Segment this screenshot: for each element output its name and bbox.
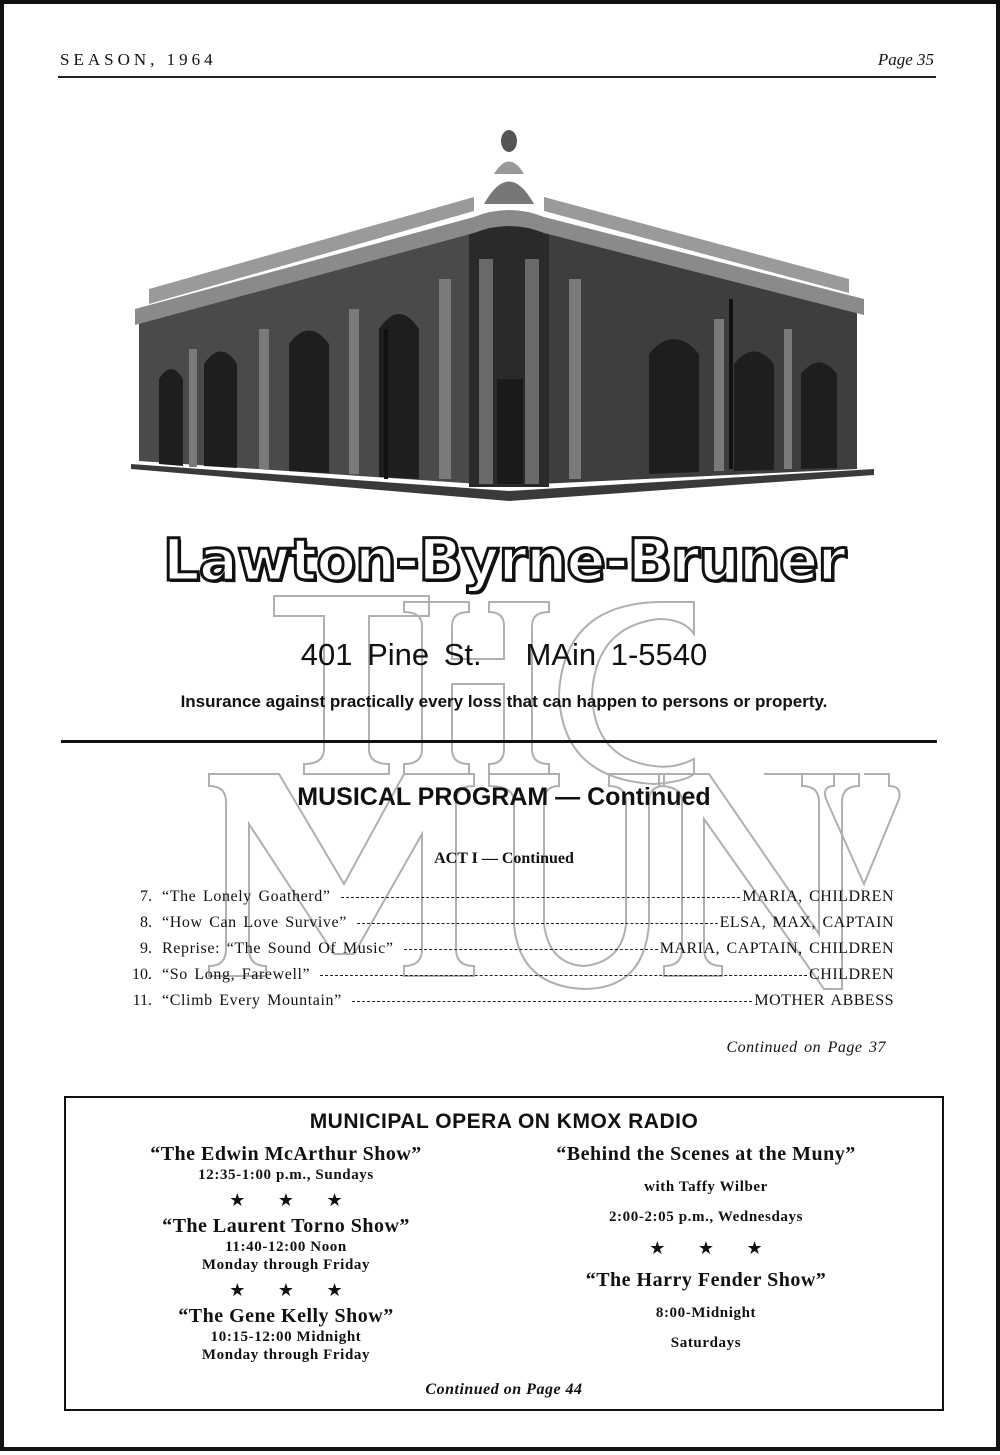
song-row	[116, 940, 894, 966]
song-cast: CHILDREN	[809, 966, 894, 983]
show-time: 2:00-2:05 p.m., Wednesdays	[608, 1209, 804, 1225]
song-cast: MARIA, CAPTAIN, CHILDREN	[659, 940, 894, 957]
song-title: Reprise: “The Sound Of Music”	[162, 940, 394, 957]
song-number: 8.	[140, 914, 152, 931]
show-name: “The Edwin McArthur Show”	[150, 1143, 422, 1165]
watermark-letter-t	[274, 596, 429, 774]
show-days: Monday through Friday	[201, 1257, 371, 1273]
song-row	[116, 888, 894, 914]
company-tagline: Insurance against practically every loss that can happen to persons or property.	[180, 692, 828, 711]
show-host: with Taffy Wilber	[644, 1179, 768, 1195]
page-number: Page 35	[877, 50, 934, 69]
song-title: “The Lonely Goatherd”	[162, 888, 331, 905]
song-number: 10.	[132, 966, 152, 983]
song-number: 9.	[140, 940, 152, 957]
song-title: “How Can Love Survive”	[162, 914, 347, 931]
song-row	[116, 914, 894, 940]
radio-left-column	[101, 1143, 471, 1364]
show-days: Saturdays	[670, 1335, 742, 1351]
star-separator: ★ ★ ★	[229, 1280, 357, 1300]
song-cast: ELSA, MAX, CAPTAIN	[719, 914, 894, 931]
song-title: “Climb Every Mountain”	[162, 992, 342, 1009]
radio-title: MUNICIPAL OPERA ON KMOX RADIO	[309, 1110, 699, 1133]
song-number: 7.	[140, 888, 152, 905]
dot-leader	[341, 897, 741, 898]
company-address: 401 Pine St. MAin 1-5540	[300, 637, 708, 672]
song-number: 11.	[132, 992, 152, 1009]
song-list	[116, 888, 894, 1018]
star-separator: ★ ★ ★	[649, 1238, 777, 1258]
show-time: 8:00-Midnight	[655, 1305, 757, 1321]
show-name: “The Laurent Torno Show”	[162, 1215, 410, 1237]
show-name: “Behind the Scenes at the Muny”	[556, 1143, 856, 1165]
program-title: MUSICAL PROGRAM — Continued	[297, 783, 711, 811]
header-rule	[58, 76, 936, 78]
show-name: “The Harry Fender Show”	[585, 1269, 827, 1291]
dot-leader	[320, 975, 807, 976]
show-time: 10:15-12:00 Midnight	[210, 1329, 362, 1345]
act-title: ACT I — Continued	[434, 850, 574, 867]
song-row	[116, 966, 894, 992]
dot-leader	[357, 923, 718, 924]
watermark-letter-h	[404, 602, 549, 774]
dot-leader	[404, 949, 658, 950]
song-cast: MARIA, CHILDREN	[742, 888, 894, 905]
show-time: 11:40-12:00 Noon	[225, 1239, 347, 1255]
company-name: Lawton-Byrne-Bruner	[162, 526, 846, 594]
section-divider	[61, 740, 937, 743]
company-logo	[4, 526, 1000, 594]
song-title: “So Long, Farewell”	[162, 966, 311, 983]
show-name: “The Gene Kelly Show”	[178, 1305, 394, 1327]
show-time: 12:35-1:00 p.m., Sundays	[198, 1167, 374, 1183]
radio-right-column	[506, 1143, 906, 1352]
season-label: SEASON, 1964	[60, 50, 217, 69]
song-row	[116, 992, 894, 1018]
continued-page-37: Continued on Page 37	[726, 1039, 886, 1056]
song-cast: MOTHER ABBESS	[754, 992, 894, 1009]
show-days: Monday through Friday	[201, 1347, 371, 1363]
dot-leader	[352, 1001, 753, 1002]
continued-page-44: Continued on Page 44	[425, 1381, 583, 1398]
star-separator: ★ ★ ★	[229, 1190, 357, 1210]
radio-schedule-box	[64, 1096, 944, 1411]
bank-building-illustration	[129, 119, 879, 504]
